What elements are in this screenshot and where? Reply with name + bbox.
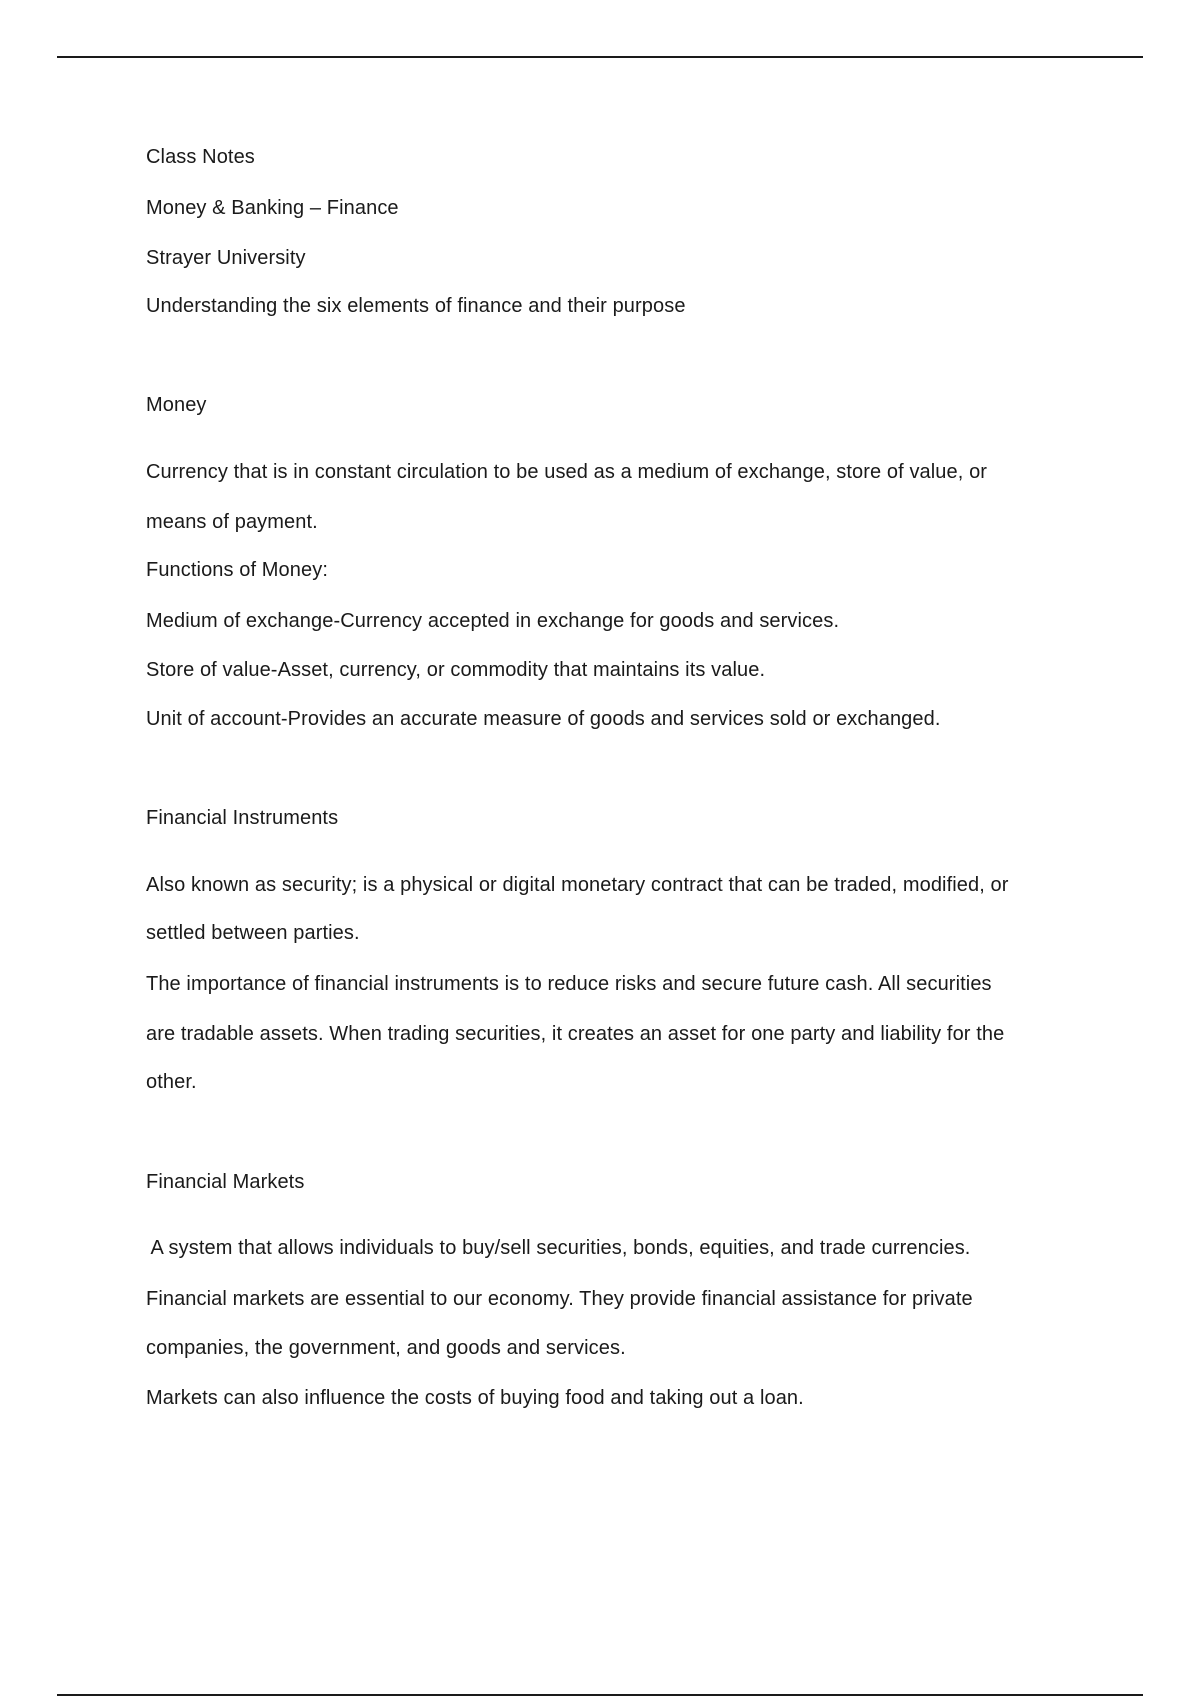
- money-line: means of payment.: [146, 511, 318, 533]
- course-name: Money & Banking – Finance: [146, 197, 399, 219]
- bottom-rule: [57, 1694, 1143, 1696]
- markets-line: companies, the government, and goods and services.: [146, 1337, 626, 1359]
- section-heading-markets: Financial Markets: [146, 1171, 305, 1193]
- instruments-line: settled between parties.: [146, 922, 360, 944]
- instruments-line: Also known as security; is a physical or digital monetary contract that can be traded, modified, or: [146, 874, 1009, 896]
- money-functions-label: Functions of Money:: [146, 559, 328, 581]
- top-rule: [57, 56, 1143, 58]
- topic-line: Understanding the six elements of finance and their purpose: [146, 295, 686, 317]
- instruments-line: are tradable assets. When trading securities, it creates an asset for one party and liability for the: [146, 1023, 1005, 1045]
- money-function-item: Unit of account-Provides an accurate measure of goods and services sold or exchanged.: [146, 708, 941, 730]
- section-heading-money: Money: [146, 394, 207, 416]
- money-function-item: Medium of exchange-Currency accepted in exchange for goods and services.: [146, 610, 840, 632]
- section-heading-instruments: Financial Instruments: [146, 807, 339, 829]
- document-title: Class Notes: [146, 146, 255, 168]
- school-name: Strayer University: [146, 247, 306, 269]
- markets-line: A system that allows individuals to buy/sell securities, bonds, equities, and trade currencies.: [146, 1237, 971, 1259]
- instruments-line: other.: [146, 1071, 197, 1093]
- markets-line: Markets can also influence the costs of buying food and taking out a loan.: [146, 1387, 804, 1409]
- markets-line: Financial markets are essential to our economy. They provide financial assistance for private: [146, 1288, 973, 1310]
- money-line: Currency that is in constant circulation to be used as a medium of exchange, store of value, or: [146, 461, 988, 483]
- money-function-item: Store of value-Asset, currency, or commodity that maintains its value.: [146, 659, 766, 681]
- instruments-line: The importance of financial instruments is to reduce risks and secure future cash. All securities: [146, 973, 992, 995]
